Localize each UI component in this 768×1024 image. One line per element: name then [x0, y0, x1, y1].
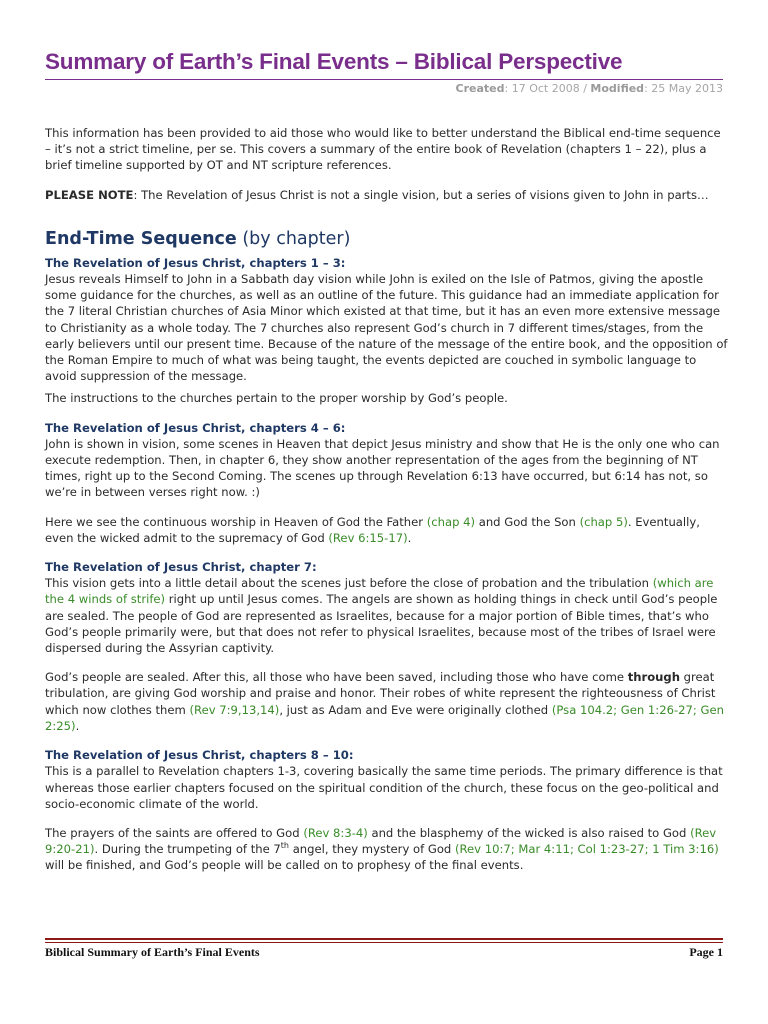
created-value: : 17 Oct 2008 / [504, 82, 591, 95]
text-run: . During the trumpeting of the 7 [94, 842, 281, 857]
subheading-ch7: The Revelation of Jesus Christ, chapter 7: [45, 560, 317, 575]
subheading-ch8-10: The Revelation of Jesus Christ, chapters 8 – 10: [45, 748, 354, 763]
ch4-6-paragraph-2 [45, 514, 729, 546]
footer-title: Biblical Summary of Earth’s Final Events [45, 945, 260, 959]
document-dates [456, 82, 723, 95]
scripture-reference: (which are the 4 winds of strife) [45, 576, 714, 607]
document-body [45, 125, 729, 874]
document-title: Summary of Earth’s Final Events – Biblical Perspective [45, 49, 623, 74]
emphasis-text: through [627, 670, 680, 685]
ch8-10-paragraph-2 [45, 825, 729, 874]
text-run: This vision gets into a little detail about the scenes just before the close of probation and the tribulation [45, 576, 653, 591]
text-run: The prayers of the saints are offered to God [45, 825, 304, 840]
modified-value: : 25 May 2013 [644, 82, 723, 95]
scripture-reference: (Rev 8:3-4) [303, 825, 368, 840]
scripture-reference: (Rev 9:20-21) [45, 825, 717, 857]
scripture-reference: (chap 4) [426, 514, 476, 529]
subheading-ch1-3: The Revelation of Jesus Christ, chapters 1 – 3: [45, 255, 346, 270]
ch4-6-paragraph-1: John is shown in vision, some scenes in Heaven that depict Jesus ministry and show that He is the only one who can execute redemption. Then, in chapter 6, they show another representation of the ages from the beginning of NT times, right up to the Second Coming. The scenes up through Revelation 6:13 have occurred, but 6:14 has not, so we’re in between verses right now. :) [45, 436, 720, 500]
superscript: th [280, 841, 290, 851]
section-heading-main: End-Time Sequence [45, 228, 237, 249]
scripture-reference: (Rev 10:7; Mar 4:11; Col 1:23-27; 1 Tim 3:16) [454, 842, 719, 857]
note-label: PLEASE NOTE [45, 187, 134, 202]
ch7-paragraph-2 [45, 669, 729, 734]
text-run: angel, they mystery of God [289, 842, 455, 857]
text-run: , just as Adam and Eve were originally clothed [279, 702, 552, 717]
text-run: right up until Jesus comes. The angels are shown as holding things in check until God’s people are sealed. The people of God are represented as Israelites, because for a major portion of Bible times, that’s who God’s people primarily were, but that does not refer to physical Israelites, because most of the tribes of Israel were dispersed during the Assyrian captivity. [45, 592, 718, 656]
page-number: Page 1 [689, 945, 723, 959]
text-run: and God the Son [475, 514, 580, 529]
footer-divider-thin [45, 942, 723, 943]
scripture-reference: (chap 5) [579, 514, 628, 529]
intro-paragraph: This information has been provided to aid those who would like to better understand the Biblical end-time sequence – it’s not a strict timeline, per se. This covers a summary of the entire book of Revelation (chapters 1 – 22), plus a brief timeline supported by OT and NT scripture references. [45, 126, 721, 173]
ch8-10-paragraph-1: This is a parallel to Revelation chapters 1-3, covering basically the same time periods. The primary difference is that whereas those earlier chapters focused on the spiritual condition of the church, these focus on the geo-political and socio-economic climate of the world. [45, 764, 723, 811]
modified-label: Modified [590, 82, 645, 95]
ch7-paragraph-1 [45, 575, 729, 656]
note-paragraph [45, 187, 729, 203]
scripture-reference: (Psa 104.2; Gen 1:26-27; Gen 2:25) [45, 702, 724, 733]
ch1-3-paragraph-2: The instructions to the churches pertain to the proper worship by God’s people. [45, 391, 508, 406]
ch1-3-paragraph-1: Jesus reveals Himself to John in a Sabbath day vision while John is exiled on the Isle of Patmos, giving the apostle some guidance for the churches, as well as an outline of the future. This guidance had an immediate application for the 7 literal Christian churches of Asia Minor which existed at that time, but it has an even more extensive message to Christianity as a whole today. The 7 churches also represent God’s church in 7 different times/stages, from the early believers until our present time. Because of the nature of the message of the entire book, and the opposition of the Roman Empire to much of what was being taught, the events depicted are couched in symbolic language to avoid suppression of the message. [45, 272, 728, 384]
text-run: and the blasphemy of the wicked is also raised to God [367, 825, 691, 840]
section-heading [45, 228, 729, 250]
title-divider [45, 79, 723, 80]
text-run: Here we see the continuous worship in Heaven of God the Father [45, 514, 427, 529]
created-label: Created [455, 82, 505, 95]
subheading-ch4-6: The Revelation of Jesus Christ, chapters 4 – 6: [45, 420, 346, 435]
section-heading-paren: (by chapter) [236, 228, 351, 249]
scripture-reference: (Rev 7:9,13,14) [189, 702, 280, 717]
scripture-reference: (Rev 6:15-17) [328, 530, 408, 545]
note-text: : The Revelation of Jesus Christ is not a single vision, but a series of visions given to John in parts… [133, 187, 709, 202]
text-run: God’s people are sealed. After this, all those who have been saved, including those who have come [45, 670, 628, 685]
text-run: . [75, 718, 80, 733]
text-run: great tribulation, are giving God worship and praise and honor. Their robes of white represent the righteousness of Christ which now clothes them [45, 670, 716, 717]
text-run: . Eventually, even the wicked admit to the supremacy of God [45, 514, 700, 545]
text-run: will be finished, and God’s people will be called on to prophesy of the final events. [45, 858, 524, 873]
text-run: . [407, 530, 412, 545]
footer-divider [45, 938, 723, 940]
